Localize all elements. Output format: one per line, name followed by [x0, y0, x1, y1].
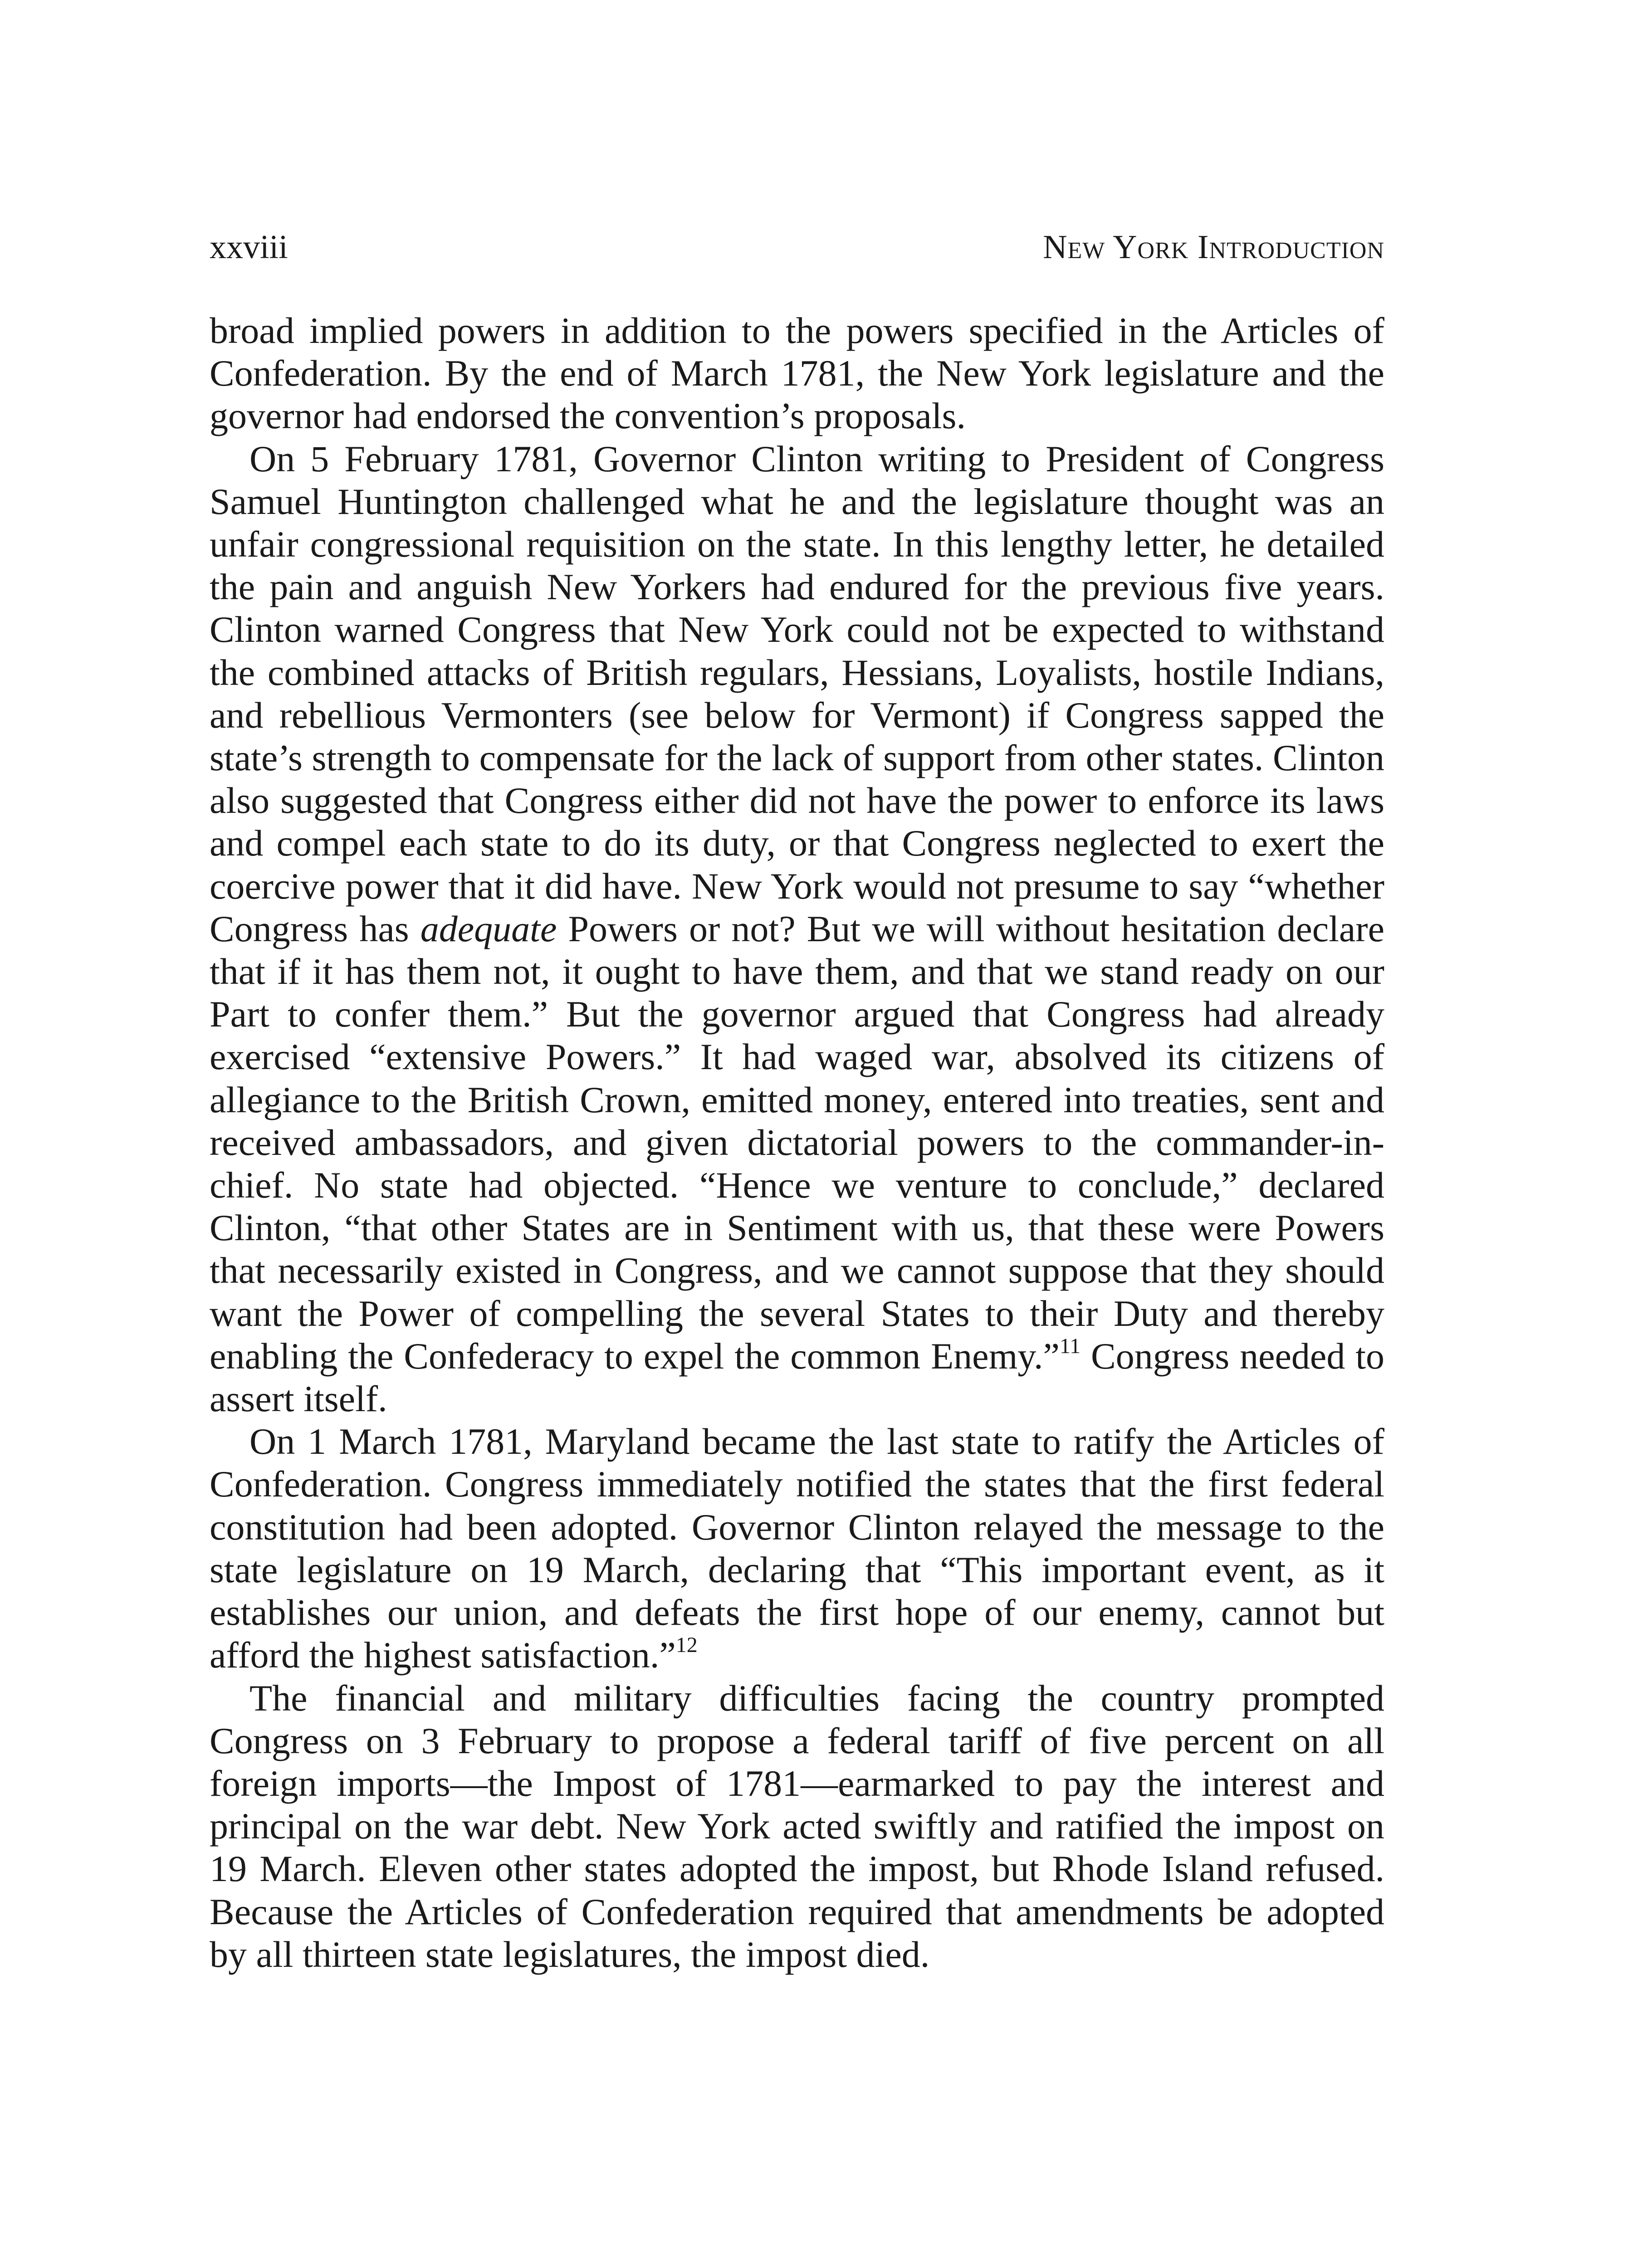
paragraph-2 [210, 438, 1384, 1421]
paragraph-2-italic: adequate [420, 908, 557, 949]
paragraph-3-text: On 1 March 1781, Maryland became the last state to ratify the Articles of Confederation. Congress immediately notified the states that the first federal constitution had been adopted. Governor Clinton relayed the message to the state legislature on 19 March, declaring that “This important event, as it establishes our union, and defeats the first hope of our enemy, cannot but afford the highest satisfaction.” [210, 1421, 1384, 1676]
running-head [210, 227, 1384, 268]
paragraph-4: The financial and military difficulties facing the country prompted Congress on 3 February to propose a federal tariff of five percent on all foreign imports—the Impost of 1781—earmarked to pay the interest and principal on the war debt. New York acted swiftly and ratified the impost on 19 March. Eleven other states adopted the impost, but Rhode Island refused. Because the Articles of Confederation required that amendments be adopted by all thirteen state legislatures, the impost died. [210, 1677, 1384, 1975]
paragraph-1: broad implied powers in addition to the powers specified in the Articles of Confederation. By the end of March 1781, the New York legislature and the governor had endorsed the convention’s proposals. [210, 310, 1384, 437]
footnote-ref-12: 12 [675, 1633, 698, 1657]
paragraph-2-part-3: Congress needed to assert itself. [210, 1335, 1384, 1420]
paragraph-2-part-2: Powers or not? But we will without hesitation declare that if it has them not, it ought to have them, and that we stand ready on our Part to confer them.” But the governor argued that Congress had already exercised “extensive Powers.” It had waged war, absolved its citizens of allegiance to the British Crown, emitted money, entered into treaties, sent and received ambassadors, and given dictatorial powers to the commander-in-chief. No state had objected. “Hence we venture to conclude,” declared Clinton, “that other States are in Sentiment with us, that these were Powers that necessarily existed in Congress, and we cannot suppose that they should want the Power of compelling the several States to their Duty and thereby enabling the Confederacy to expel the common Enemy.” [210, 908, 1385, 1377]
footnote-ref-11: 11 [1059, 1334, 1081, 1358]
paragraph-2-part-1: On 5 February 1781, Governor Clinton writing to President of Congress Samuel Huntington challenged what he and the legislature thought was an unfair congressional requisition on the state. In this lengthy letter, he detailed the pain and anguish New Yorkers had endured for the previous five years. Clinton warned Congress that New York could not be expected to withstand the combined attacks of British regulars, Hessians, Loyalists, hostile Indians, and rebellious Vermonters (see below for Vermont) if Congress sapped the state’s strength to compensate for the lack of support from other states. Clinton also suggested that Congress either did not have the power to enforce its laws and compel each state to do its duty, or that Congress neglected to exert the coercive power that it did have. New York would not presume to say “whether Congress has [210, 438, 1384, 949]
page-number: xxviii [210, 229, 288, 266]
paragraph-3 [210, 1420, 1384, 1677]
running-title: New York Introduction [1043, 229, 1384, 266]
body-text [210, 309, 1384, 1976]
document-page [210, 0, 1384, 2268]
